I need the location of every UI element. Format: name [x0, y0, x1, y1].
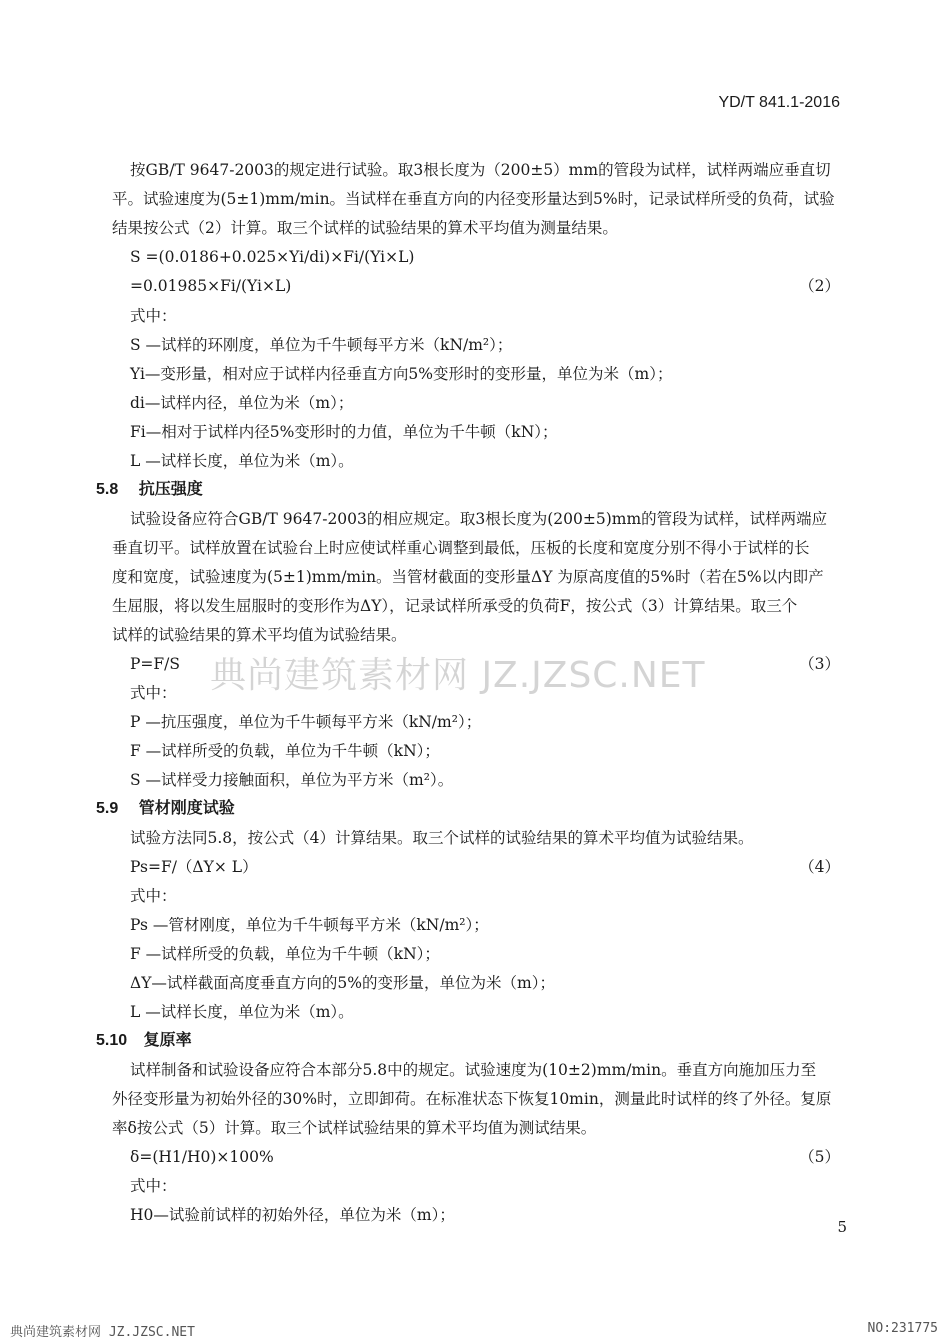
text-line: 试验设备应符合GB/T 9647-2003的相应规定。取3根长度为(200±5)mm的管段为试样，试样两端应 — [130, 510, 828, 528]
page-number: 5 — [837, 1218, 847, 1236]
equation-number: （4） — [799, 858, 840, 876]
formula-line: P=F/S — [130, 655, 181, 673]
section-number: 5.9 — [96, 800, 119, 817]
formula-line: S =(0.0186+0.025×Yi/di)×Fi/(Yi×L) — [130, 248, 415, 266]
equation-number: （5） — [799, 1148, 840, 1166]
section-heading-5-8 — [96, 480, 203, 500]
equation-number: （2） — [799, 277, 840, 295]
text-line: 式中： — [130, 684, 177, 702]
definition-line: F —试样所受的负载，单位为千牛顿（kN）； — [130, 742, 440, 760]
definition-line: L —试样长度，单位为米（m）。 — [130, 452, 354, 470]
definition-line: P —抗压强度，单位为千牛顿每平方米（kN/m²）； — [130, 713, 482, 731]
text-line: 结果按公式（2）计算。取三个试样的试验结果的算术平均值为测量结果。 — [112, 219, 618, 237]
definition-line: Yi—变形量，相对应于试样内径垂直方向5%变形时的变形量，单位为米（m）； — [130, 365, 673, 383]
formula-line: δ=(H1/H0)×100% — [130, 1148, 274, 1166]
section-number: 5.8 — [96, 481, 119, 498]
definition-line: F —试样所受的负载，单位为千牛顿（kN）； — [130, 945, 440, 963]
standard-code: YD/T 841.1-2016 — [718, 94, 840, 111]
section-title: 复原率 — [143, 1032, 192, 1049]
definition-line: ΔY—试样截面高度垂直方向的5%的变形量，单位为米（m）； — [130, 974, 555, 992]
text-line: 式中： — [130, 307, 177, 325]
text-line: 试样制备和试验设备应符合本部分5.8中的规定。试验速度为(10±2)mm/min。垂直方向施加压力至 — [130, 1061, 817, 1079]
text-line: 式中： — [130, 887, 177, 905]
formula-line: =0.01985×Fi/(Yi×L) — [130, 277, 292, 295]
text-line: 式中： — [130, 1177, 177, 1195]
equation-number: （3） — [799, 655, 840, 673]
text-line: 生屈服，将以发生屈服时的变形作为ΔY），记录试样所承受的负荷F，按公式（3）计算结果。取三个 — [112, 597, 798, 615]
section-title: 抗压强度 — [138, 481, 203, 498]
definition-line: S —试样受力接触面积，单位为平方米（m²）。 — [130, 771, 454, 789]
section-title: 管材刚度试验 — [138, 800, 235, 817]
text-line: 率δ按公式（5）计算。取三个试样试验结果的算术平均值为测试结果。 — [112, 1119, 597, 1137]
text-line: 平。试验速度为(5±1)mm/min。当试样在垂直方向的内径变形量达到5%时，记录试样所受的负荷，试验 — [112, 190, 835, 208]
definition-line: Ps —管材刚度，单位为千牛顿每平方米（kN/m²）； — [130, 916, 489, 934]
definition-line: Fi—相对于试样内径5%变形时的力值，单位为千牛顿（kN）； — [130, 423, 558, 441]
text-line: 试样的试验结果的算术平均值为试验结果。 — [112, 626, 407, 644]
footer-site-name: 典尚建筑素材网 JZ.JZSC.NET — [10, 1325, 195, 1340]
text-line: 按GB/T 9647-2003的规定进行试验。取3根长度为（200±5）mm的管段为试样，试样两端应垂直切 — [130, 161, 831, 179]
section-number: 5.10 — [96, 1032, 128, 1049]
text-line: 外径变形量为初始外径的30%时，立即卸荷。在标准状态下恢复10min，测量此时试样的终了外径。复原 — [112, 1090, 832, 1108]
text-line: 度和宽度，试验速度为(5±1)mm/min。当管材截面的变形量ΔY 为原高度值的5%时（若在5%以内即产 — [112, 568, 824, 586]
definition-line: S —试样的环刚度，单位为千牛顿每平方米（kN/m²）； — [130, 336, 513, 354]
text-line: 垂直切平。试样放置在试验台上时应使试样重心调整到最低，压板的长度和宽度分别不得小于试样的长 — [112, 539, 810, 557]
footer-doc-number: NO:231775 — [867, 1321, 938, 1336]
watermark: 典尚建筑素材网 JZ.JZSC.NET — [210, 655, 706, 696]
definition-line: L —试样长度，单位为米（m）。 — [130, 1003, 354, 1021]
formula-line: Ps=F/（ΔY× L） — [130, 858, 258, 876]
section-heading-5-9 — [96, 799, 235, 819]
section-heading-5-10 — [96, 1031, 192, 1051]
text-line: 试验方法同5.8，按公式（4）计算结果。取三个试样的试验结果的算术平均值为试验结果。 — [130, 829, 754, 847]
definition-line: di—试样内径，单位为米（m）； — [130, 394, 354, 412]
definition-line: H0—试验前试样的初始外径，单位为米（m）； — [130, 1206, 455, 1224]
